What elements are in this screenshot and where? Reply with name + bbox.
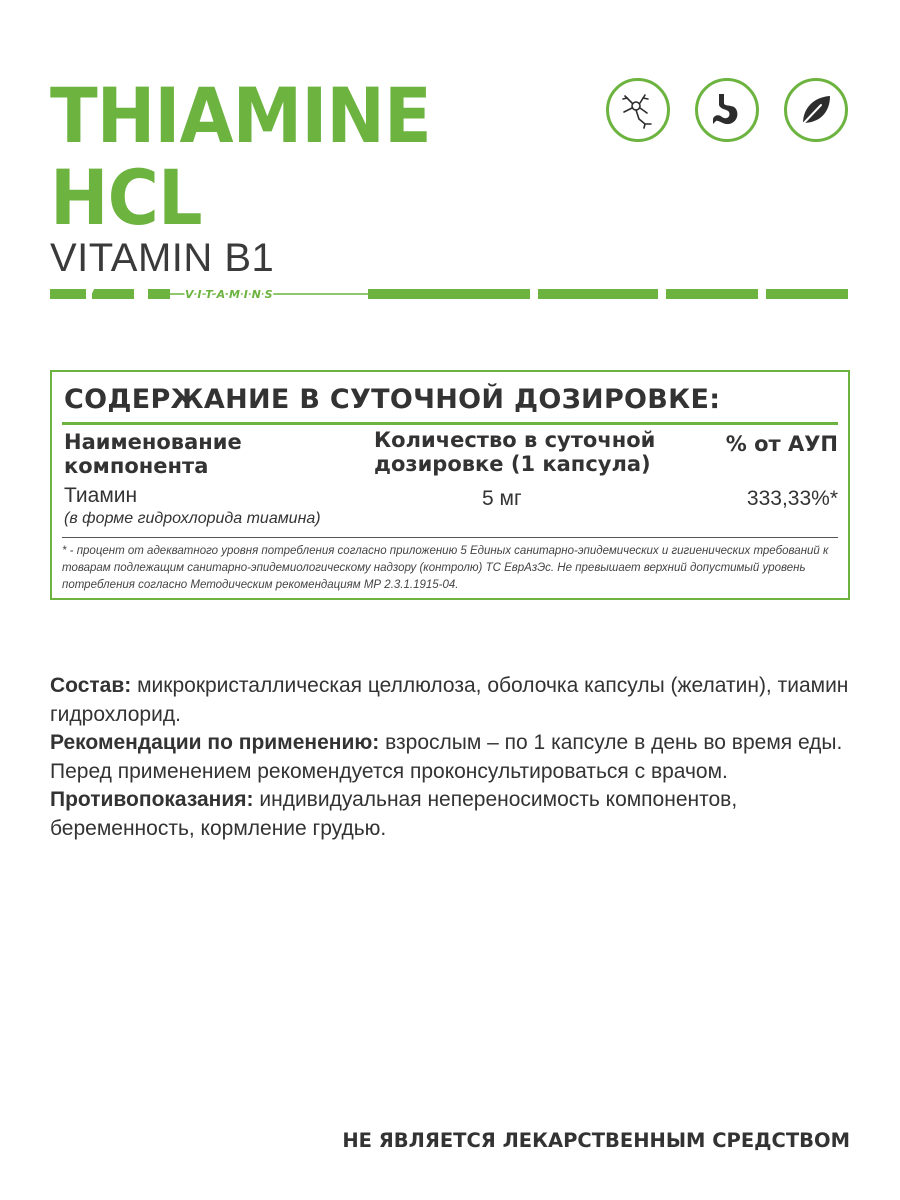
column-header-name-line2: компонента	[64, 454, 209, 478]
panel-divider	[62, 422, 838, 425]
leaf-icon	[784, 78, 848, 142]
stomach-icon	[695, 78, 759, 142]
column-header-amount	[374, 428, 655, 476]
not-a-medicine-disclaimer: НЕ ЯВЛЯЕТСЯ ЛЕКАРСТВЕННЫМ СРЕДСТВОМ	[342, 1129, 850, 1152]
usage	[50, 729, 860, 786]
component-amount: 5 мг	[482, 487, 522, 510]
product-title-line1: THIAMINE	[50, 71, 431, 160]
contra-label: Противопоказания:	[50, 788, 254, 811]
panel-title: СОДЕРЖАНИЕ В СУТОЧНОЙ ДОЗИРОВКЕ:	[64, 384, 721, 415]
footnote-divider	[62, 537, 838, 538]
component-form: (в форме гидрохлорида тиамина)	[64, 510, 321, 527]
footnote: * - процент от адекватного уровня потребления согласно приложению 5 Единых санитарно-эпидемических и гигиенических требований к товарам подлежащим санитарно-эпидемиологическому надзору (контролю) ТС ЕврАзЭс. Не превышает верхний допустимый уровень потребления согласно Методическим рекомендациям МР 2.3.1.1915-04.	[62, 545, 829, 591]
column-header-name	[64, 430, 242, 478]
composition-label: Состав:	[50, 674, 132, 697]
neuron-icon	[606, 78, 670, 142]
composition	[50, 672, 860, 729]
component-percent: 333,33%*	[746, 487, 838, 510]
usage-label: Рекомендации по применению:	[50, 731, 380, 754]
vitamins-stripe	[50, 286, 848, 302]
component-name: Тиамин	[64, 484, 138, 507]
column-header-percent: % от АУП	[725, 432, 838, 456]
composition-text: микрокристаллическая целлюлоза, оболочка капсулы (желатин), тиамин гидрохлорид.	[50, 674, 849, 726]
column-header-amount-line2: дозировке (1 капсула)	[374, 452, 651, 476]
product-info	[50, 672, 860, 843]
column-header-amount-line1: Количество в суточной	[374, 428, 656, 452]
contra-text: индивидуальная непереносимость компонентов, беременность, кормление грудью.	[50, 788, 738, 840]
product-title-line2: HCL	[50, 153, 202, 242]
usage-text: взрослым – по 1 капсуле в день во время еды. Перед применением рекомендуется проконсультироваться с врачом.	[50, 731, 843, 783]
contraindications	[50, 786, 860, 843]
daily-dose-panel	[50, 370, 850, 600]
stripe-label: V I T A M I N S	[185, 288, 273, 301]
feature-icons	[606, 78, 848, 142]
product-subtitle: VITAMIN B1	[50, 236, 275, 280]
column-header-name-line1: Наименование	[64, 430, 242, 454]
